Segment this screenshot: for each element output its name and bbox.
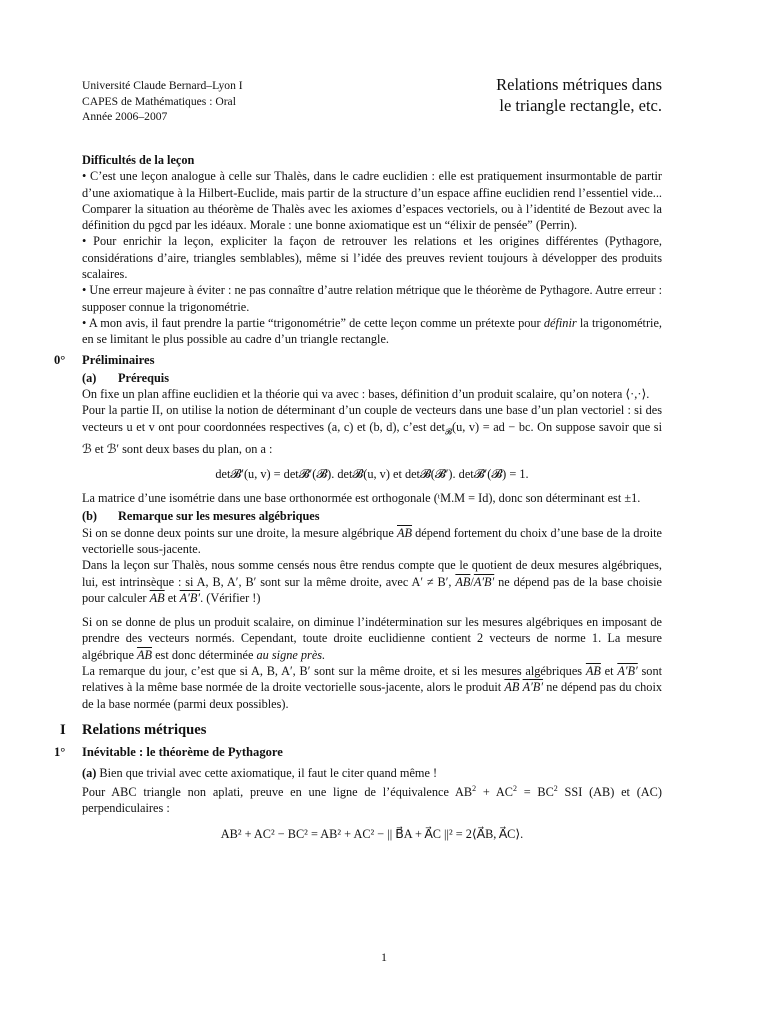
prerequis-paragraph-2: Pour la partie II, on utilise la notion de déterminant d’un couple de vecteurs dans une base d’un plan vectoriel : si des vecteurs u et v ont pour coordonnées respectives (a, c) et (b, d), c’est $\det_𝓑(u$, v) = ad − bc. On suppose savoir que si ℬ et ℬ′ sont deux bases du plan, on a :: [82, 403, 662, 456]
title-line-2: le triangle rectangle, etc.: [499, 96, 662, 115]
overline-AB: $\overline{AB}$: [397, 525, 413, 540]
emphasis: au signe près.: [256, 647, 326, 662]
text-run: et: [600, 664, 618, 679]
text-run: (u, v) = ad − bc. On suppose savoir que si ℬ et ℬ′ sont deux bases du plan, on a :: [82, 419, 662, 456]
text-run: SSI (AB) et (AC) perpendiculaires :: [82, 784, 662, 816]
text-run: et: [164, 590, 180, 605]
isometrie-paragraph: La matrice d’une isométrie dans une base orthonormée est orthogonale (ᵗM.M = Id), donc son déterminant est ±1.: [82, 491, 641, 506]
pythagore-equation: AB² + AC² − BC² = AB² + AC² − || B⃗A + A⃗C ||² = 2⟨A⃗B, A⃗C⟩.: [220, 826, 524, 841]
subsection-label: (a): [82, 370, 97, 385]
section-title: Relations métriques: [82, 721, 207, 738]
program-line: CAPES de Mathématiques : Oral: [82, 94, 236, 108]
text-run: Si on se donne de plus un produit scalaire, on diminue l’indétermination sur les mesures algébriques en imposant de prendre des vecteurs normés. Cependant, toute droite euclidienne contient 2 vecteurs de norme 1. La mesure algébrique: [82, 615, 662, 662]
header: [82, 74, 662, 138]
institution-block: [82, 78, 243, 125]
subsection-label: (b): [82, 509, 98, 524]
subsection-b-heading: [82, 508, 662, 524]
overline-ApBp: A′B′: [522, 680, 544, 695]
overline-ApBp: A′B′: [617, 664, 638, 679]
text-run: sont relatives à la même base normée de la droite vectorielle sous-jacente, alors le produit: [82, 664, 663, 695]
section-number: 0°: [54, 352, 66, 367]
difficultes-paragraph-4: [82, 315, 662, 348]
section-1-heading: [54, 744, 662, 760]
text-run: . (Vérifier !): [200, 590, 261, 605]
text-run: est donc déterminée: [152, 647, 257, 662]
subsection-title: Remarque sur les mesures algébriques: [118, 509, 320, 524]
text-run: u et v ont pour coordonnées respectives (a, c) et (b, d), c’est det: [126, 419, 445, 434]
text-run: dépend fortement du choix d’une base de la droite vectorielle sous-jacente.: [82, 525, 662, 556]
page-content: [54, 74, 663, 850]
difficultes-paragraph-1: • C’est une leçon analogue à celle sur Thalès, dans le cadre euclidien : elle est pratiquement insurmontable de partir d’une axiomatique à la Hilbert-Euclide, mais partir de la structure d’un espace affine euclidien rend l’essentiel vide... Comparer la situation au théorème de Thalès avec les axiomes d’espaces vectoriels, ou à l’identité de Bezout avec la définition du pgcd par les idéaux. Morale : une bonne axiomatique est un “élixir de pensée” (Perrin).: [82, 169, 662, 233]
overline-AB: $\overline{AB}$: [504, 680, 520, 695]
text-run: la trigonométrie, en se limitant le plus possible au cadre d’un triangle rectangle.: [82, 315, 663, 347]
subsection-label: (a): [82, 765, 97, 780]
mesures-paragraph-3: [82, 614, 662, 663]
page-number: 1: [381, 950, 387, 964]
text-run: La remarque du jour, c’est que si A, B, A′, B′ sont sur la même droite, et si les mesures algébriques: [82, 664, 586, 679]
section-title: Préliminaires: [82, 352, 155, 367]
difficultes-heading: Difficultés de la leçon: [82, 153, 195, 167]
text-run: Si on se donne deux points sur une droite, la mesure algébrique: [82, 525, 397, 540]
emphasis: définir: [543, 315, 577, 330]
section-I-heading: [60, 721, 662, 738]
overline-ApBp: A′B′: [473, 574, 495, 589]
mesures-paragraph-1: [82, 525, 662, 558]
mesures-paragraph-2: Dans la leçon sur Thalès, nous somme censés nous être rendus compte que le quotient de deux mesures algébriques, lui, est intrinsèque : si A, B, A′, B′ sont sur la même droite, avec A′ ≠ B′, $\overline{AB}/A'B'$ ne dépend pas de la base choisie pour calculer $\overline{AB}$ et A′B′. (Vérifier !): [82, 558, 662, 605]
difficultes-paragraph-2: • Pour enrichir la leçon, expliciter la façon de retrouver les relations et les origines différentes (Pythagore, considérations d’aire, triangles semblables), même si l’idée des preuves revient toujours à développer des produits scalaires.: [82, 234, 662, 282]
page-title: [496, 74, 662, 116]
overline-AB: $\overline{AB}$: [455, 574, 471, 589]
overline-ApBp: A′B′: [179, 590, 201, 605]
overline-AB: $\overline{AB}$: [149, 590, 165, 605]
prerequis-paragraph-1: On fixe un plan affine euclidien et la théorie qui va avec : bases, définition d’un produit scalaire, qu’on notera ⟨·,·⟩.: [82, 387, 650, 402]
mesures-paragraph-4: [82, 663, 662, 712]
overline-AB: $\overline{AB}$: [136, 647, 153, 662]
section-number: 1°: [54, 745, 66, 760]
text-run: Bien que trivial avec cette axiomatique, il faut le citer quand même !: [99, 765, 438, 780]
text-run: Pour la partie II, on utilise la notion de déterminant d’un couple de vecteurs dans une base d’un plan vectoriel : si des vecteurs: [82, 403, 662, 434]
year-line: Année 2006–2007: [82, 110, 168, 123]
text-run: • A mon avis, il faut prendre la partie “trigonométrie” de cette leçon comme un prétexte pour: [82, 315, 544, 330]
section-title: Inévitable : le théorème de Pythagore: [82, 745, 283, 760]
title-line-1: Relations métriques dans: [496, 75, 662, 94]
pythagore-paragraph-2: Pour ABC triangle non aplati, preuve en une ligne de l’équivalence $AB^2 + AC^2 = BC^2$ SSI (AB) et (AC) perpendiculaires :: [82, 783, 662, 816]
pythagore-paragraph-1: [82, 765, 662, 781]
text-run: + AC: [476, 784, 513, 799]
text-run: ne dépend pas du choix de la base normée (parmi deux possibles).: [82, 680, 663, 711]
subsection-title: Prérequis: [118, 370, 170, 385]
institution-line: Université Claude Bernard–Lyon I: [82, 79, 243, 92]
section-number: I: [60, 721, 66, 738]
section-0-heading: [54, 352, 662, 368]
difficultes-paragraph-3: • Une erreur majeure à éviter : ne pas connaître d’autre relation métrique que le théorème de Pythagore. Autre erreur : supposer connue la trigonométrie.: [82, 283, 662, 314]
subsection-a-heading: [82, 370, 662, 386]
text-run: Dans la leçon sur Thalès, nous somme censés nous être rendus compte que le quotient de deux mesures algébriques, lui, est intrinsèque : si A, B, A′, B′ sont sur la même droite, avec A′ ≠ B′,: [82, 558, 662, 589]
text-run: = BC: [516, 784, 554, 799]
determinant-equation: det𝓑′(u, v) = det𝓑′(𝓑). det𝓑(u, v) et det𝓑(𝓑′). det𝓑′(𝓑) = 1.: [215, 466, 529, 481]
text-run: Pour ABC triangle non aplati, preuve en une ligne de l’équivalence AB: [82, 784, 473, 799]
text-run: ne dépend pas de la base choisie pour calculer: [82, 574, 662, 605]
overline-AB: $\overline{AB}$: [585, 664, 601, 679]
